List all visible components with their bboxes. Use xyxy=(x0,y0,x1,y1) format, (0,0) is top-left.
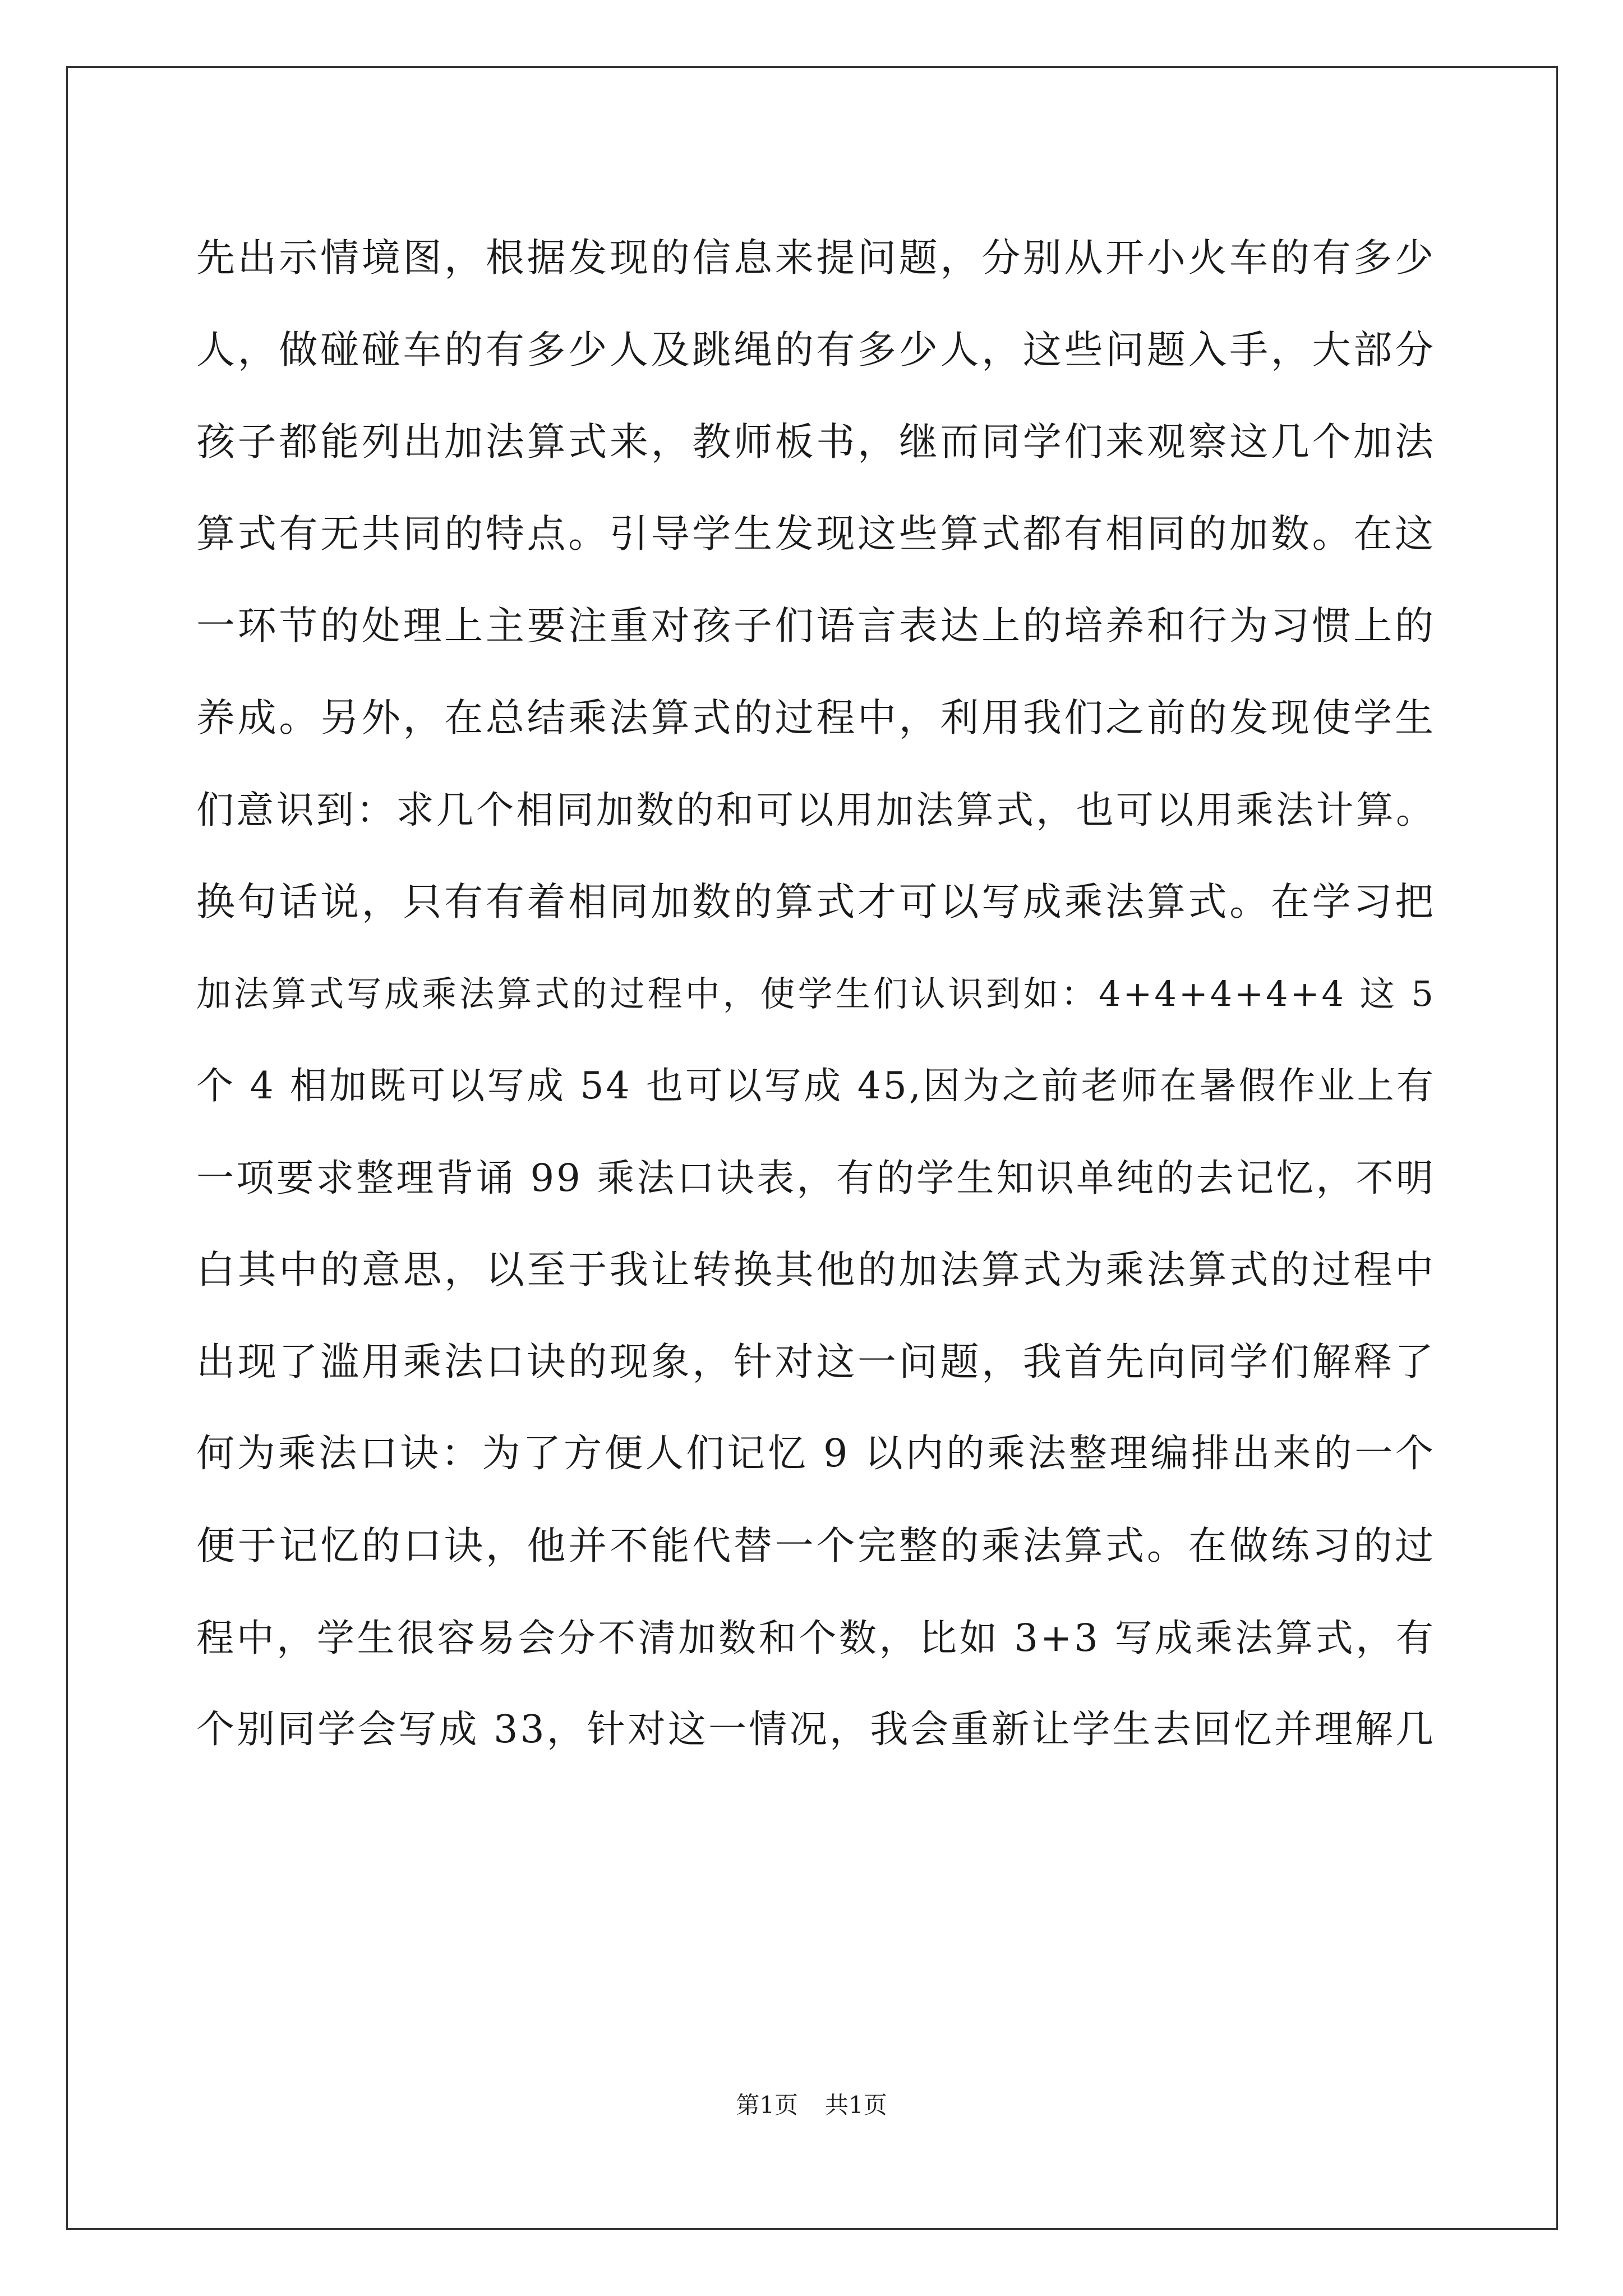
text-line: 程中，学生很容易会分不清加数和个数，比如 3+3 写成乘法算式，有 xyxy=(196,1616,1436,1660)
text-line: 个别同学会写成 33，针对这一情况，我会重新让学生去回忆并理解几 xyxy=(196,1708,1436,1752)
text-line: 人，做碰碰车的有多少人及跳绳的有多少人，这些问题入手，大部分 xyxy=(196,328,1436,372)
page-number: 第1页 xyxy=(736,2091,798,2119)
text-line: 白其中的意思，以至于我让转换其他的加法算式为乘法算式的过程中 xyxy=(196,1248,1436,1292)
text-line: 养成。另外，在总结乘法算式的过程中，利用我们之前的发现使学生 xyxy=(196,696,1436,740)
text-line: 出现了滥用乘法口诀的现象，针对这一问题，我首先向同学们解释了 xyxy=(196,1340,1436,1384)
text-line: 孩子都能列出加法算式来，教师板书，继而同学们来观察这几个加法 xyxy=(196,420,1436,464)
text-line: 个 4 相加既可以写成 54 也可以写成 45,因为之前老师在暑假作业上有 xyxy=(196,1064,1436,1107)
document-body xyxy=(196,212,1436,1776)
text-line: 们意识到：求几个相同加数的和可以用加法算式，也可以用乘法计算。 xyxy=(196,788,1436,832)
text-line: 何为乘法口诀：为了方便人们记忆 9 以内的乘法整理编排出来的一个 xyxy=(196,1432,1436,1476)
text-line: 加法算式写成乘法算式的过程中，使学生们认识到如：4+4+4+4+4 这 5 xyxy=(196,973,1436,1014)
text-line: 便于记忆的口诀，他并不能代替一个完整的乘法算式。在做练习的过 xyxy=(196,1524,1436,1568)
text-line: 算式有无共同的特点。引导学生发现这些算式都有相同的加数。在这 xyxy=(196,512,1436,556)
text-line: 一项要求整理背诵 99 乘法口诀表，有的学生知识单纯的去记忆，不明 xyxy=(196,1156,1436,1200)
text-line: 换句话说，只有有着相同加数的算式才可以写成乘法算式。在学习把 xyxy=(196,880,1436,924)
text-line: 一环节的处理上主要注重对孩子们语言表达上的培养和行为习惯上的 xyxy=(196,604,1436,648)
page-footer xyxy=(0,2087,1623,2120)
text-line: 先出示情境图，根据发现的信息来提问题，分别从开小火车的有多少 xyxy=(196,236,1436,280)
page-total: 共1页 xyxy=(825,2091,887,2119)
